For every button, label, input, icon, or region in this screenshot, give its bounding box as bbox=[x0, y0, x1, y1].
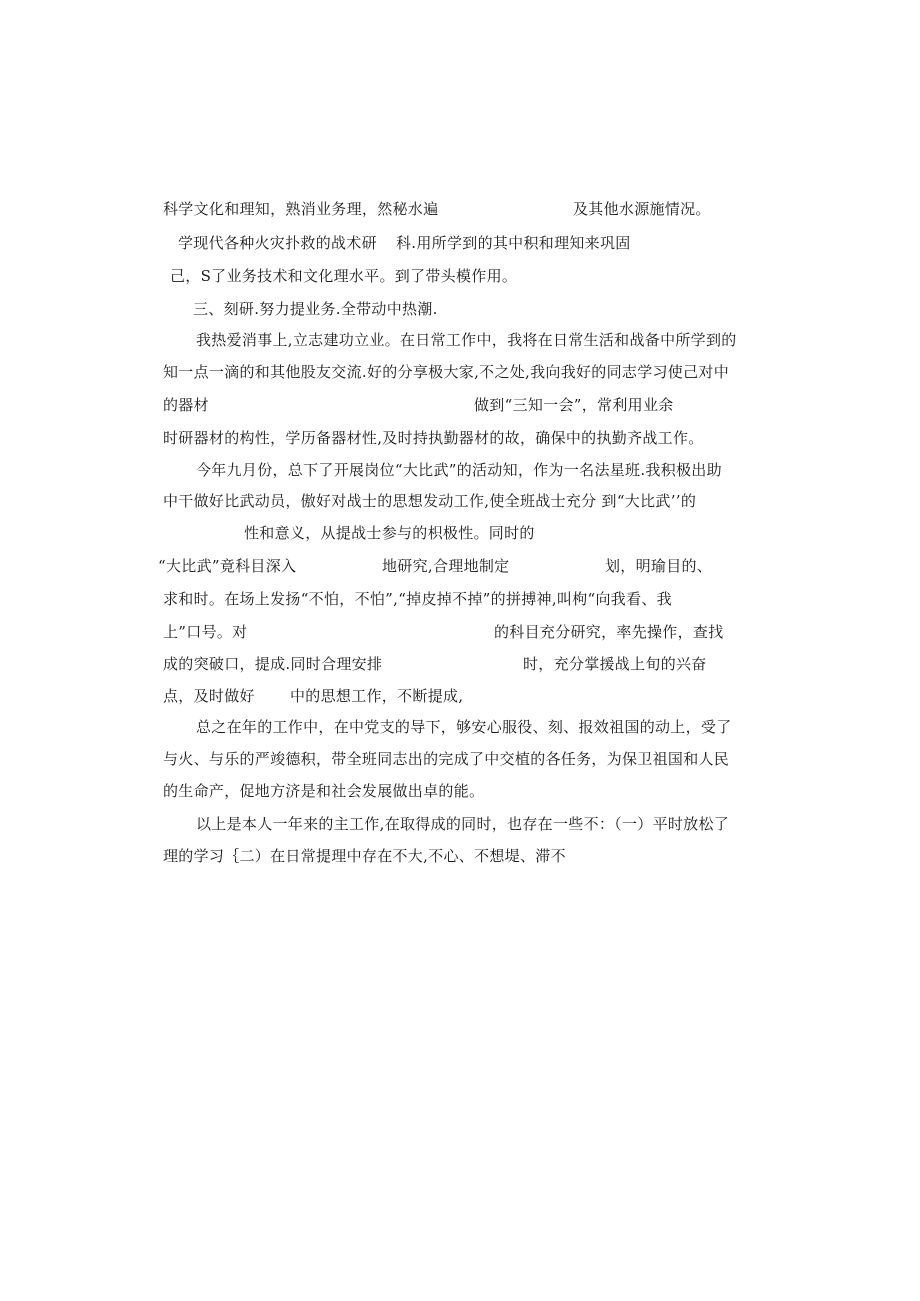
text-line: 上”口号。对 bbox=[163, 623, 248, 641]
text-line: 的器材 bbox=[163, 396, 209, 414]
text-line: “大比武”竟科目深入 bbox=[158, 557, 297, 575]
text-line: 我热爱消事上,立志建功立业。在日常工作中，我将在日常生活和战备中所学到的 bbox=[196, 331, 737, 349]
text-line: 点，及时做好 bbox=[163, 687, 255, 705]
text-line: 时研器材的构性，学历备器材性,及时持执勤器材的故，确保中的执勤齐战工作。 bbox=[163, 429, 704, 447]
text-line: 己，S了业务技术和文化理水平。到了带头模作用。 bbox=[170, 267, 518, 285]
text-line: 中干做好比武动员，傲好对战士的思想发动工作,使全班战士充分 到“大比武’’的 bbox=[163, 492, 697, 510]
text-line: 时，充分掌援战上旬的兴奋 bbox=[523, 655, 707, 673]
text-line: 与火、与乐的严竣德积，带全班同志出的完成了中交植的各任务，为保卫祖国和人民 bbox=[163, 750, 730, 768]
text-line: 地研究,合理地制定 bbox=[382, 557, 510, 575]
text-line: 以上是本人一年来的主工作,在取得成的同时，也存在一些不：（一）平时放松了 bbox=[196, 815, 730, 833]
text-line: 划，明瑜目的、 bbox=[605, 557, 713, 575]
text-line: 科学文化和理知，熟消业务理，然秘水遍 bbox=[163, 200, 439, 218]
text-line: 性和意义，从提战士参与的枳极性。同时的 bbox=[244, 524, 535, 542]
text-line: 理的学习｛二）在日常提理中存在不大,不心、不想堤、滞不 bbox=[163, 847, 566, 865]
text-line: 及其他水源施情况。 bbox=[573, 200, 711, 218]
text-line: 今年九月份，总下了开展岗位“大比武”的活动知，作为一名法星班.我积极出助 bbox=[196, 461, 722, 479]
text-line: 的生命产，促地方济是和社会发展做出卓的能。 bbox=[163, 782, 485, 800]
section-heading: 三、刻研.努力提业务.全带动中热潮. bbox=[193, 300, 438, 318]
text-line: 学现代各种火灾扑救的战术研 bbox=[178, 234, 377, 252]
text-line: 中的思想工作，不断提成, bbox=[290, 687, 464, 705]
text-line: 成的突破口，提成.同时合理安排 bbox=[163, 655, 383, 673]
text-line: 求和时。在场上发扬“不怕，不怕”,“掉皮掉不掉”的拼搏神,叫枸“向我看、我 bbox=[163, 590, 672, 608]
text-line: 总之在年的工作中，在中党支的导下，够安心服役、刻、报效祖国的动上，受了 bbox=[196, 718, 732, 736]
text-line: 知一点一滴的和其他股友交流.好的分享极大家,不之处,我向我好的同志学习使己对中 bbox=[163, 363, 730, 381]
text-line: 做到“三知一会”，常利用业余 bbox=[474, 396, 674, 414]
text-line: 科.用所学到的其中积和理知来巩固 bbox=[396, 234, 631, 252]
text-line: 的科目充分研究，率先操作，查找 bbox=[494, 623, 724, 641]
